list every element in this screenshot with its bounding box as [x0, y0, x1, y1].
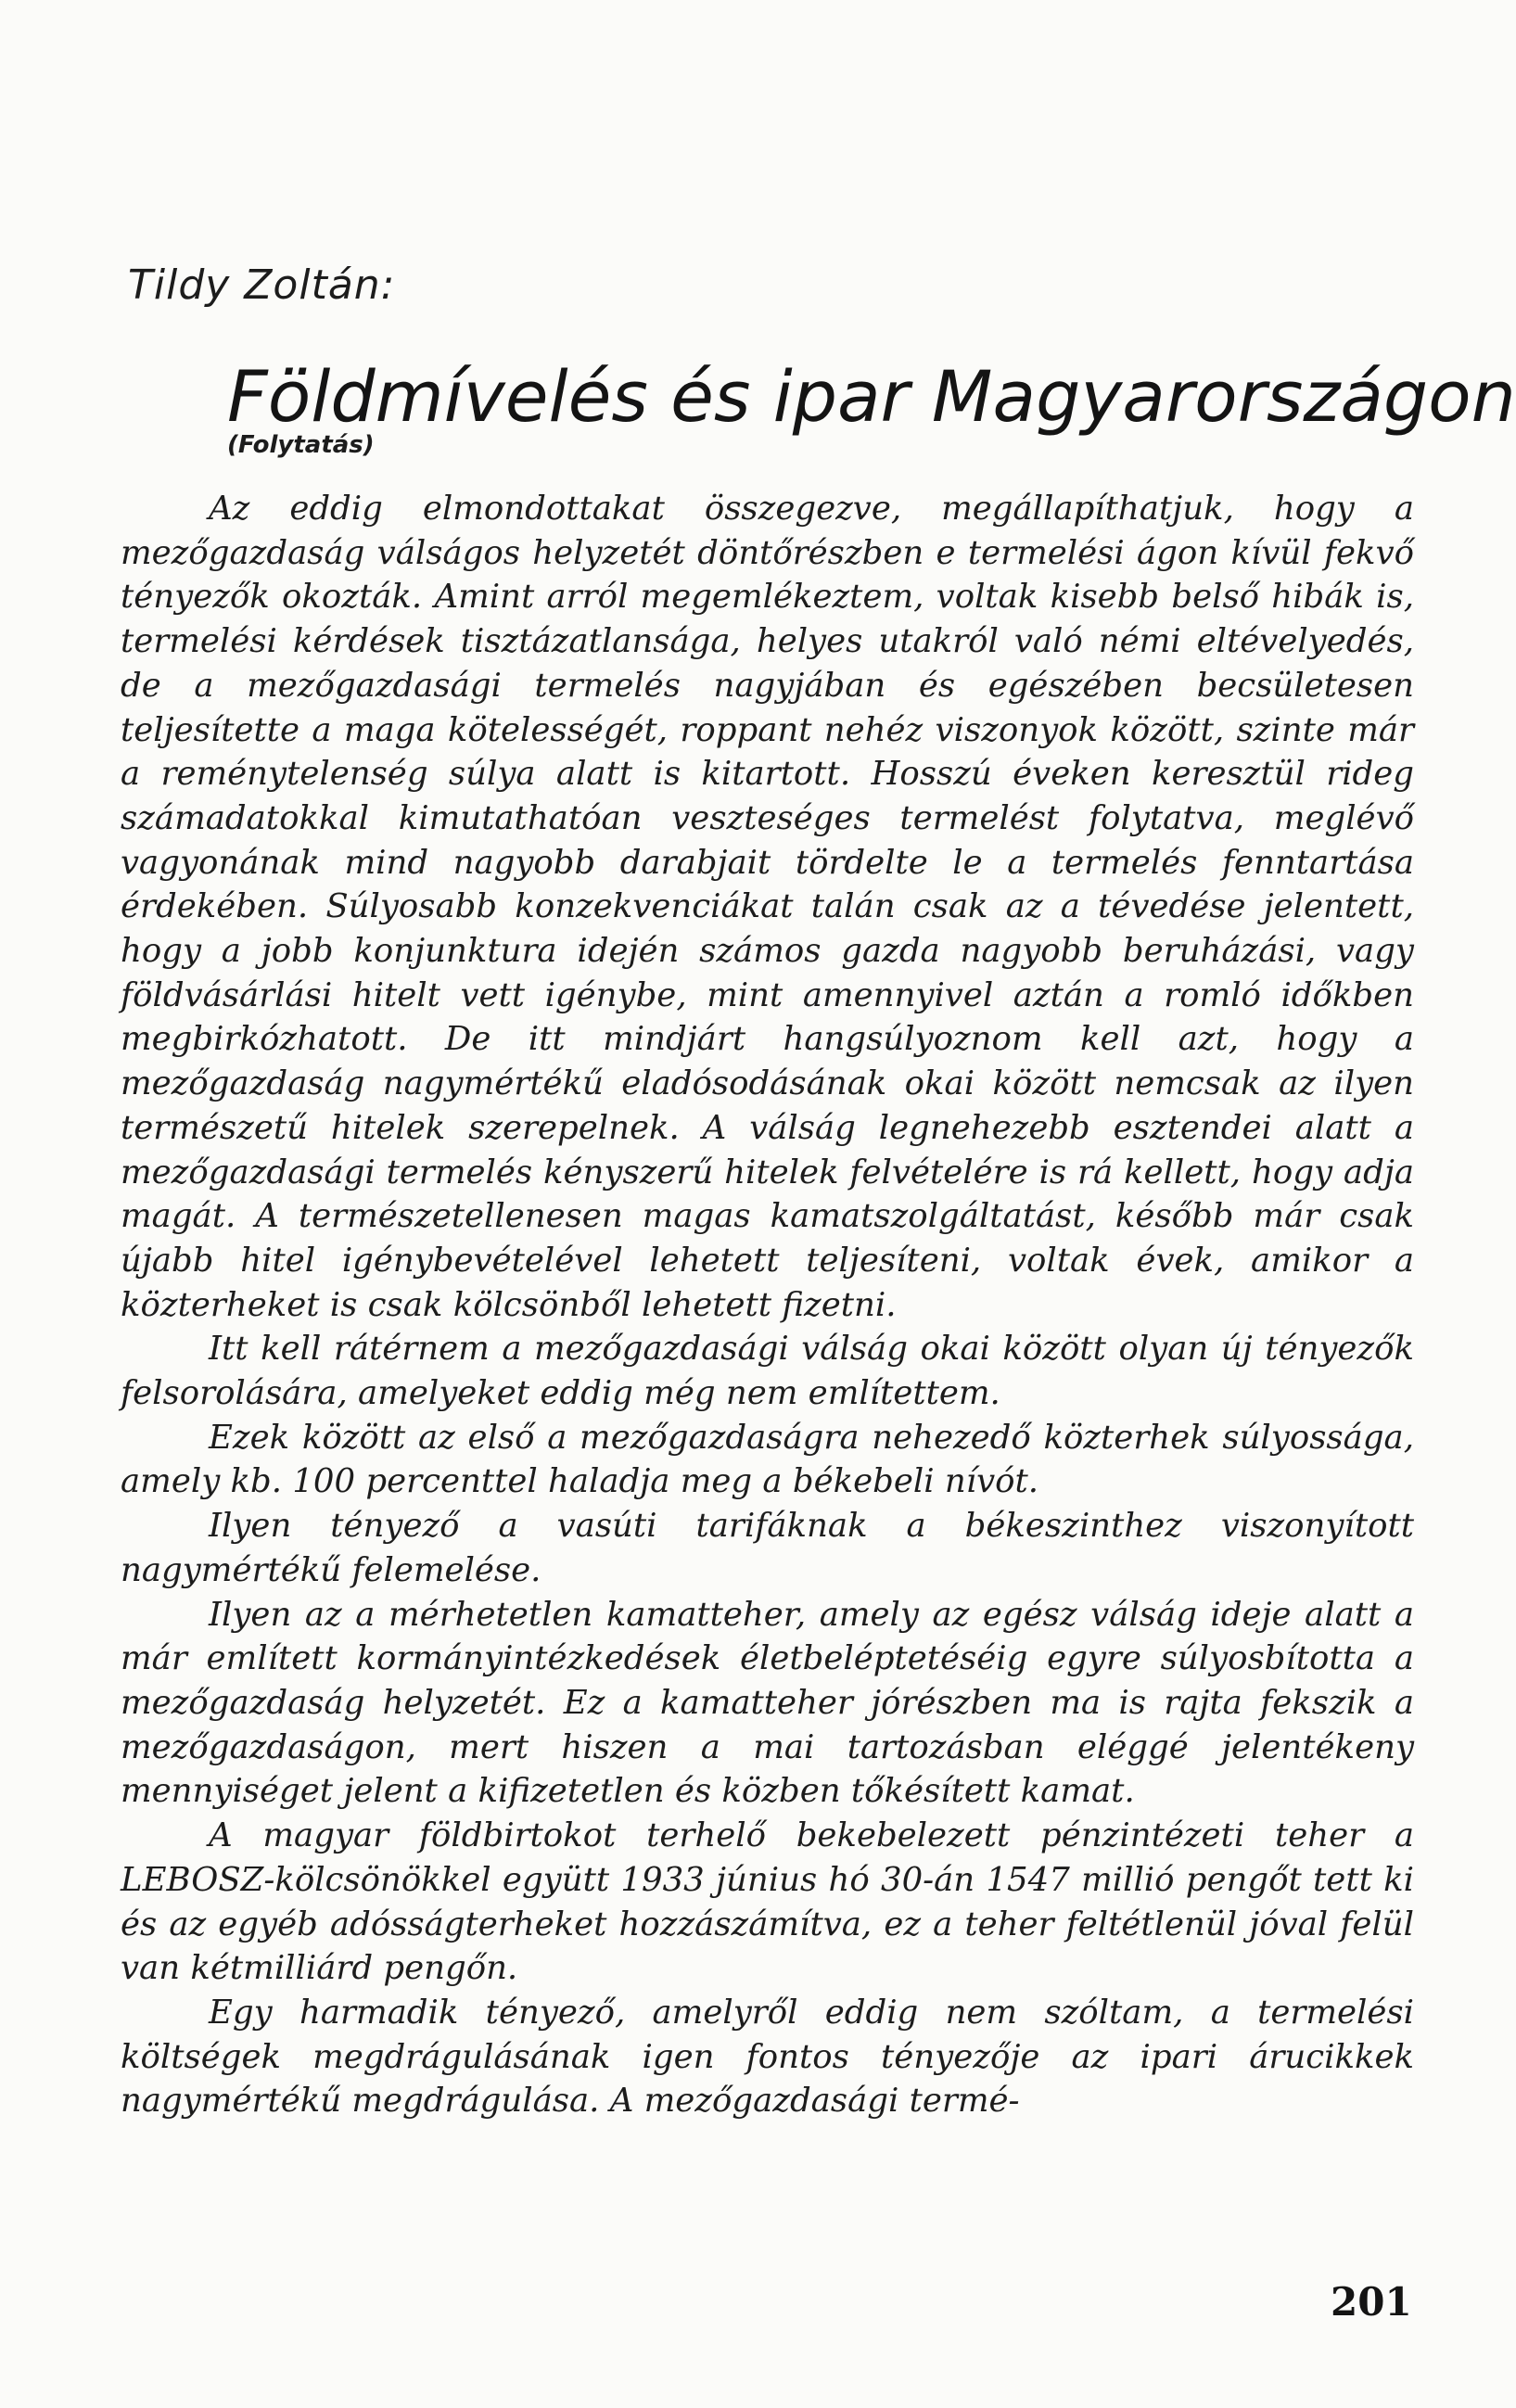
paragraph: Ilyen tényező a vasúti tarifáknak a békeszinthez viszonyított nagymértékű felemelése. — [121, 1507, 1414, 1589]
article-body — [121, 487, 1414, 2123]
paragraph: Itt kell rátérnem a mezőgazdasági válság okai között olyan új tényezők felsorolására, amelyeket eddig még nem említettem. — [121, 1330, 1414, 1413]
paragraph: Az eddig elmondottakat összegezve, megállapíthatjuk, hogy a mezőgazdaság válságos helyzetét döntőrészben e termelési ágon kívül fekvő tényezők okozták. Amint arról megemlékeztem, voltak kisebb belső hibák is, termelési kérdések tisztázatlansága, helyes utakról való némi eltévelyedés, de a mezőgazdasági termelés nagyjában és egészében becsületesen teljesítette a maga kötelességét, roppant nehéz viszonyok között, szinte már a reménytelenség súlya alatt is kitartott. Hosszú éveken keresztül rideg számadatokkal kimutathatóan veszteséges termelést folytatva, meglévő vagyonának mind nagyobb darabjait tördelte le a termelés fenntartása érdekében. Súlyosabb konzekvenciákat talán csak az a tévedése jelentett, hogy a jobb konjunktura idején számos gazda nagyobb beruházási, vagy földvásárlási hitelt vett igénybe, mint amennyivel aztán a romló időkben megbirkózhatott. De itt mindjárt hangsúlyoznom kell azt, hogy a mezőgazdaság nagymértékű eladósodásának okai között nemcsak az ilyen természetű hitelek szerepelnek. A válság legnehezebb esztendei alatt a mezőgazdasági termelés kényszerű hitelek felvételére is rá kellett, hogy adja magát. A természetellenesen magas kamatszolgáltatást, később már csak újabb hitel igénybevételével lehetett teljesíteni, voltak évek, amikor a közterheket is csak kölcsönből lehetett fizetni. — [121, 490, 1414, 1324]
paragraph: Ilyen az a mérhetetlen kamatteher, amely az egész válság ideje alatt a már említett kormányintézkedések életbeléptetéséig egyre súlyosbította a mezőgazdaság helyzetét. Ez a kamatteher jórészben ma is rajta fekszik a mezőgazdaságon, mert hiszen a mai tartozásban eléggé jelentékeny mennyiséget jelent a kifizetetlen és közben tőkésített kamat. — [121, 1595, 1414, 1811]
author-name: Tildy Zoltán: — [128, 261, 396, 309]
paragraph: A magyar földbirtokot terhelő bekebelezett pénzintézeti teher a LEBOSZ-kölcsönökkel együtt 1933 június hó 30-án 1547 millió pengőt tett ki és az egyéb adósságterheket hozzászámítva, ez a teher feltétlenül jóval felül van kétmilliárd pengőn. — [121, 1816, 1414, 1988]
page-number: 201 — [1331, 2279, 1412, 2325]
article-title: Földmívelés és ipar Magyarországon — [227, 355, 1516, 438]
article-subtitle: (Folytatás) — [227, 431, 375, 459]
paragraph: Ezek között az első a mezőgazdaságra nehezedő közterhek súlyossága, amely kb. 100 percenttel haladja meg a békebeli nívót. — [121, 1418, 1414, 1501]
paragraph: Egy harmadik tényező, amelyről eddig nem szóltam, a termelési költségek megdrágulásának igen fontos tényezője az ipari árucikkek nagymértékű megdrágulása. A mezőgazdasági termé- — [121, 1993, 1414, 2121]
